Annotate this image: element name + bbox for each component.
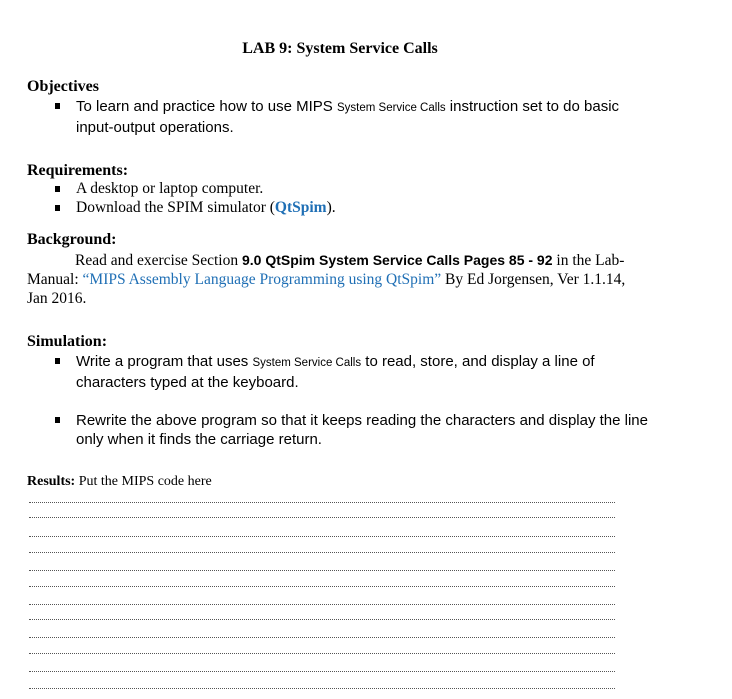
background-text-2: in the Lab- <box>552 252 625 269</box>
bullet-icon <box>55 186 60 192</box>
objectives-item-1-small: System Service Calls <box>336 102 446 114</box>
requirements-item-2-prefix: Download the SPIM simulator ( <box>76 199 275 216</box>
simulation-item-2-line1: Rewrite the above program so that it keeps reading the characters and display the line <box>76 412 648 429</box>
answer-line[interactable] <box>29 570 615 571</box>
results-label: Results: <box>27 474 76 489</box>
objectives-item-1 <box>55 97 655 137</box>
answer-line[interactable] <box>29 586 615 587</box>
answer-line[interactable] <box>29 671 615 672</box>
requirements-item-1 <box>55 180 655 198</box>
answer-line[interactable] <box>29 619 615 620</box>
requirements-item-2-suffix: ). <box>326 199 336 216</box>
objectives-item-1-text <box>76 97 655 137</box>
simulation-heading: Simulation: <box>27 333 108 350</box>
bullet-icon <box>55 358 60 364</box>
simulation-item-2-line2: only when it finds the carriage return. <box>76 431 322 448</box>
answer-line[interactable] <box>29 637 615 638</box>
objectives-item-1-line2: input-output operations. <box>76 119 234 136</box>
answer-line[interactable] <box>29 536 615 537</box>
qtspim-label: QtSpim <box>274 199 327 216</box>
background-heading: Background: <box>27 231 117 248</box>
simulation-item-1-suffix: to read, store, and display a line of <box>361 353 595 370</box>
answer-line[interactable] <box>29 688 615 689</box>
objectives-heading: Objectives <box>27 78 99 95</box>
requirements-item-2 <box>55 199 655 217</box>
background-bold-ref: 9.0 QtSpim System Service Calls Pages 85 - 92 <box>242 252 553 268</box>
simulation-item-2-text <box>76 411 655 449</box>
bullet-icon <box>55 103 60 109</box>
requirements-item-2-text <box>76 199 655 217</box>
requirements-item-1-text: A desktop or laptop computer. <box>76 180 264 197</box>
simulation-item-2 <box>55 411 655 449</box>
simulation-item-1-prefix: Write a program that uses <box>76 353 253 370</box>
answer-line[interactable] <box>29 502 615 503</box>
simulation-item-1-text <box>76 352 655 392</box>
background-text-3: Manual: <box>27 271 83 288</box>
answer-line[interactable] <box>29 552 615 553</box>
page-title: LAB 9: System Service Calls <box>242 40 438 57</box>
answer-line[interactable] <box>29 653 615 654</box>
simulation-item-1 <box>55 352 655 392</box>
manual-title-link[interactable]: “MIPS Assembly Language Programming using QtSpim” <box>82 271 442 288</box>
answer-line[interactable] <box>29 517 615 518</box>
simulation-item-1-small: System Service Calls <box>252 357 362 369</box>
background-text-5: Jan 2016. <box>27 290 87 307</box>
background-text-4: By Ed Jorgensen, Ver 1.1.14, <box>441 271 626 288</box>
background-text-1: Read and exercise Section <box>75 252 242 269</box>
results-line <box>27 474 212 490</box>
objectives-item-1-prefix: To learn and practice how to use MIPS <box>76 98 337 115</box>
background-paragraph <box>27 251 667 308</box>
bullet-icon <box>55 417 60 423</box>
objectives-item-1-suffix: instruction set to do basic <box>445 98 620 115</box>
simulation-item-1-line2: characters typed at the keyboard. <box>76 374 299 391</box>
results-text: Put the MIPS code here <box>75 474 212 489</box>
bullet-icon <box>55 205 60 211</box>
requirements-heading: Requirements: <box>27 162 129 179</box>
answer-line[interactable] <box>29 604 615 605</box>
